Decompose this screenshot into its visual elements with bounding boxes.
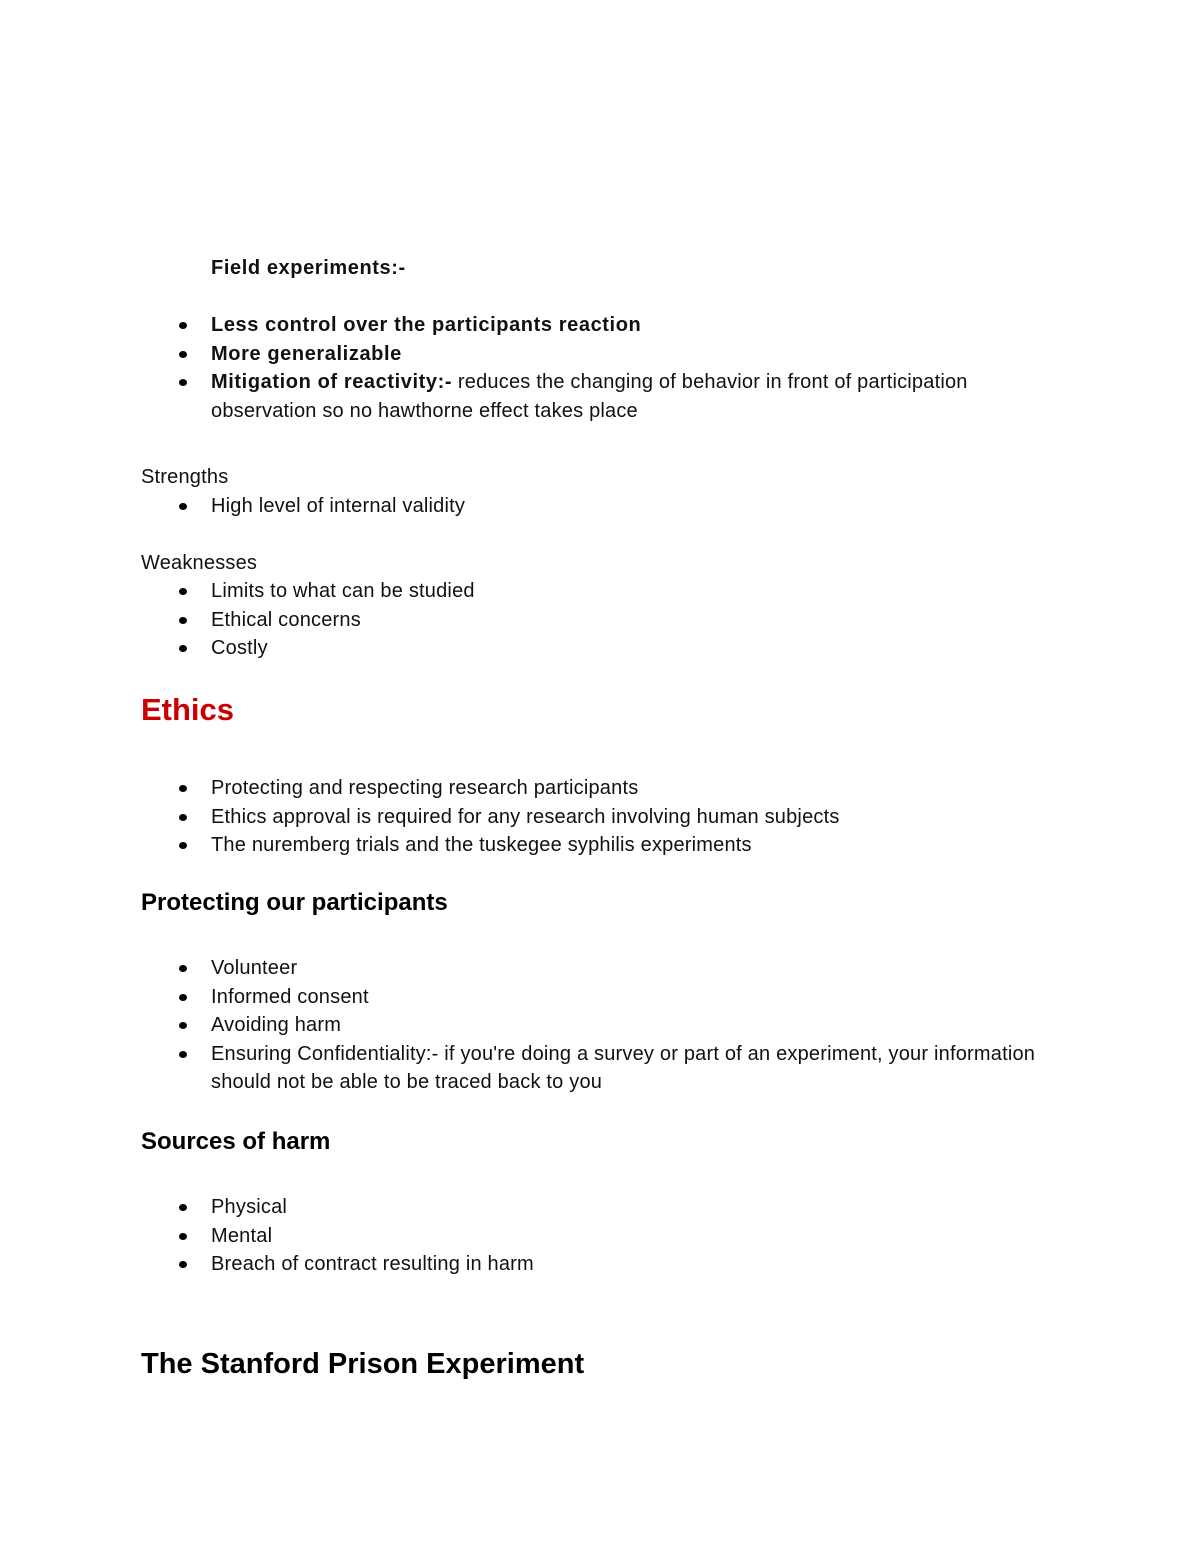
list-item-text: Costly	[211, 637, 268, 659]
list-item-text: High level of internal validity	[211, 495, 466, 517]
bullet-icon	[179, 842, 187, 849]
list-item-bold: Less control over the participants reaction	[211, 314, 642, 336]
bullet-icon	[179, 322, 187, 329]
list-item-text: Breach of contract resulting in harm	[211, 1253, 534, 1275]
weaknesses-list	[141, 577, 1041, 663]
list-item-text: Ethics approval is required for any research involving human subjects	[211, 805, 840, 828]
list-item-text: Informed consent	[211, 985, 369, 1008]
bullet-icon	[179, 965, 187, 972]
field-experiments-list	[141, 311, 1041, 425]
bullet-icon	[179, 379, 187, 386]
protecting-heading: Protecting our participants	[141, 889, 448, 916]
bullet-icon	[179, 645, 187, 652]
list-item-text: Limits to what can be studied	[211, 580, 475, 602]
sources-list	[141, 1193, 1041, 1279]
list-item	[141, 954, 1041, 983]
list-item	[141, 983, 1041, 1012]
list-item-text: Physical	[211, 1196, 288, 1218]
field-experiments-heading: Field experiments:-	[211, 257, 406, 279]
bullet-icon	[179, 994, 187, 1001]
list-item-text: reduces the changing of behavior in front of participation observation so no hawthorne effect takes place	[211, 371, 968, 422]
list-item-text: Mental	[211, 1224, 273, 1247]
list-item	[141, 1040, 1041, 1097]
list-item	[141, 831, 1041, 860]
bullet-icon	[179, 1022, 187, 1029]
weaknesses-label: Weaknesses	[141, 552, 258, 574]
bullet-icon	[179, 1051, 187, 1058]
list-item	[141, 311, 1041, 340]
list-item-text: Avoiding harm	[211, 1014, 342, 1036]
strengths-list	[141, 492, 1041, 521]
ethics-heading: Ethics	[141, 692, 235, 727]
sources-heading: Sources of harm	[141, 1128, 331, 1155]
bullet-icon	[179, 1233, 187, 1240]
bullet-icon	[179, 814, 187, 821]
list-item	[141, 1193, 1041, 1222]
bullet-icon	[179, 351, 187, 358]
list-item	[141, 774, 1041, 803]
list-item	[141, 634, 1041, 663]
list-item-text: Ethical concerns	[211, 608, 361, 631]
bullet-icon	[179, 1204, 187, 1211]
bullet-icon	[179, 785, 187, 792]
bullet-icon	[179, 588, 187, 595]
bullet-icon	[179, 617, 187, 624]
ethics-list	[141, 774, 1041, 860]
list-item	[141, 1222, 1041, 1251]
list-item-text: The nuremberg trials and the tuskegee syphilis experiments	[211, 834, 752, 856]
protecting-list	[141, 954, 1041, 1097]
list-item	[141, 492, 1041, 521]
bullet-icon	[179, 503, 187, 510]
list-item	[141, 340, 1041, 369]
strengths-label: Strengths	[141, 466, 229, 488]
list-item-bold: Mitigation of reactivity:-	[211, 371, 453, 393]
list-item-bold: More generalizable	[211, 342, 402, 365]
list-item	[141, 803, 1041, 832]
list-item	[141, 1250, 1041, 1279]
list-item	[141, 606, 1041, 635]
bullet-icon	[179, 1261, 187, 1268]
list-item-text: Ensuring Confidentiality:- if you're doing a survey or part of an experiment, your information should not be able to be traced back to you	[211, 1042, 1036, 1093]
list-item-text: Volunteer	[211, 957, 298, 979]
list-item	[141, 1011, 1041, 1040]
list-item	[141, 368, 1041, 425]
list-item-text: Protecting and respecting research participants	[211, 777, 639, 799]
stanford-heading: The Stanford Prison Experiment	[141, 1348, 585, 1380]
list-item	[141, 577, 1041, 606]
